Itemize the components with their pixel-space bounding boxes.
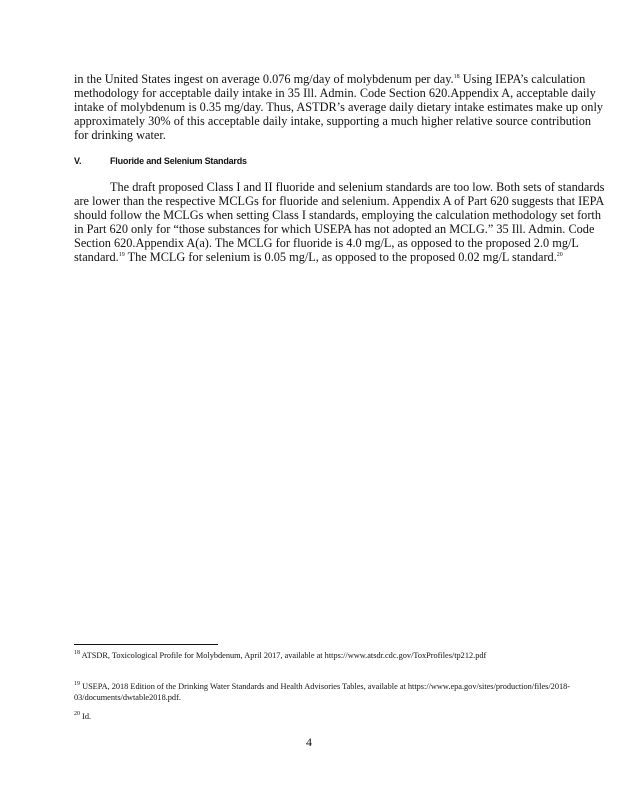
paragraph-text: The draft proposed Class I and II fluoride and selenium standards are too low. Both sets of standards are lower than the respective MCLGs for fluoride and selenium. Appendix A of Part 620 suggests that IEPA should follow the MCLGs when setting Class I standards, employing the calculation methodology set forth in Part 620 only for “those substances for which USEPA has not adopted an MCLG.” 35 Ill. Admin. Code Section 620.Appendix A(a). The MCLG for fluoride is 4.0 mg/L, as opposed to the proposed 2.0 mg/L standard. — [74, 180, 605, 264]
footnote — [74, 711, 608, 722]
footnote-text: Id. — [80, 712, 92, 721]
footnote-separator — [74, 644, 218, 645]
paragraph-text: Using IEPA’s calculation methodology for acceptable daily intake in 35 Ill. Admin. Code Section 620.Appendix A, acceptable daily intake of molybdenum is 0.35 mg/day. Thus, ASTDR’s average daily dietary intake estimates make up only approximately 30% of this acceptable daily intake, supporting a much higher relative source contribution for drinking water. — [74, 72, 604, 142]
footnote-reference[interactable]: 20 — [556, 251, 563, 258]
footnote — [74, 650, 608, 661]
body-paragraph-molybdenum — [74, 72, 608, 142]
footnote-reference[interactable]: 18 — [453, 73, 460, 80]
footnote-number: 19 — [74, 681, 80, 688]
footnote-reference[interactable]: 19 — [118, 251, 125, 258]
paragraph-text: The MCLG for selenium is 0.05 mg/L, as opposed to the proposed 0.02 mg/L standard. — [124, 250, 557, 264]
footnote — [74, 681, 608, 703]
body-paragraph-fluoride-selenium — [74, 180, 608, 264]
section-number: V. — [74, 156, 82, 166]
footnote-number: 18 — [74, 650, 80, 657]
section-heading — [74, 156, 247, 166]
footnote-text: ATSDR, Toxicological Profile for Molybdenum, April 2017, available at https://www.atsdr.cdc.gov/ToxProfiles/tp212.pdf — [80, 651, 487, 660]
footnote-text: USEPA, 2018 Edition of the Drinking Water Standards and Health Advisories Tables, available at https://www.epa.gov/sites/production/files/2018-03/documents/dwtable2018.pdf. — [74, 682, 571, 702]
paragraph-text: in the United States ingest on average 0.076 mg/day of molybdenum per day. — [74, 72, 454, 86]
section-title: Fluoride and Selenium Standards — [110, 156, 247, 166]
footnote-number: 20 — [74, 711, 80, 718]
page-number: 4 — [306, 735, 312, 749]
